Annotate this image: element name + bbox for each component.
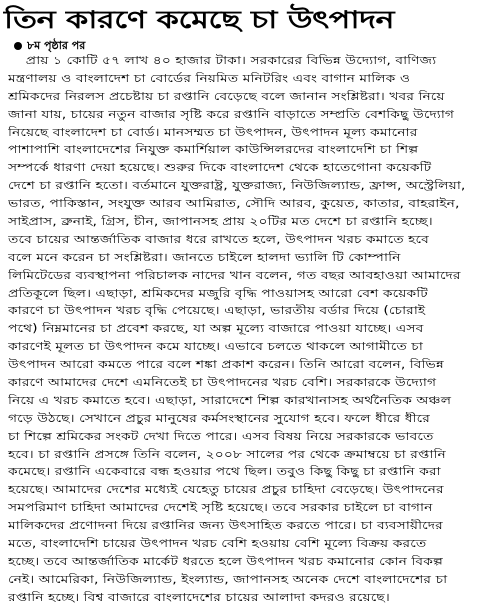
article-line: রপ্তানি হচ্ছে। বিশ্ব বাজারে বাংলাদেশের চায়ের আলাদা কদরও রয়েছে। bbox=[8, 590, 390, 604]
article-line: সাইপ্রাস, ব্রুনাই, গ্রিস, চীন, জাপানসহ প্রায় ২০টির মত দেশে চা রপ্তানি হচ্ছে। bbox=[8, 215, 433, 229]
article-line: সম্পর্কে ধারণা দেয়া হয়েছে। শুরুর দিকে বাংলাদেশ থেকে হাতেগোনা কয়েকটি bbox=[8, 161, 432, 175]
article-line: প্রতিকূলে ছিল। এছাড়া, শ্রমিকদের মজুরি বৃদ্ধি পাওয়াসহ আরো বেশ কয়েকটি bbox=[8, 286, 428, 300]
article-line: লিমিটেডের ব্যবস্থাপনা পরিচালক নাদের খান বলেন, গত বছর আবহাওয়া আমাদের bbox=[8, 268, 461, 282]
article-line: জানা যায়, চায়ের নতুন বাজার সৃষ্টি করে রপ্তানি বাড়াতে সম্প্রতি বেশকিছু উদ্যোগ bbox=[8, 107, 455, 121]
article-line: গড়ে উঠছে। সেখানে প্রচুর মানুষের কর্মসংস্থানের সুযোগ হবে। ফলে ধীরে ধীরে bbox=[8, 411, 430, 425]
article-line: নিয়েছে বাংলাদেশ চা বোর্ড। মানসম্মত চা উৎপাদন, উৎপাদন মূল্য কমানোর bbox=[8, 125, 418, 139]
article-line: নেই। আমেরিকা, নিউজিল্যান্ড, ইংল্যান্ড, জাপানসহ অনেক দেশে বাংলাদেশের চা bbox=[8, 572, 448, 586]
article-line: উৎপাদন আরো কমতে পারে বলে শঙ্কা প্রকাশ করেন। তিনি আরো বলেন, বিভিন্ন bbox=[8, 358, 444, 372]
article-line: প্রায় ১ কোটি ৫৭ লাখ ৪০ হাজার টাকা। সরকারের বিভিন্ন উদ্যোগ, বাণিজ্য bbox=[8, 54, 437, 67]
article-line: কমেছে। রপ্তানি একেবারে বন্ধ হওয়ার পথে ছিল। তবুও কিছু কিছু চা রপ্তানি করা bbox=[8, 465, 441, 479]
article-line: কারণে চা উৎপাদন খরচ বৃদ্ধি পেয়েছে। এছাড়া, ভারতীয় বর্ডার দিয়ে (চোরাই bbox=[8, 304, 426, 318]
bullet-icon bbox=[14, 42, 22, 50]
article-line: কারণে আমাদের দেশে এমনিতেই চা উৎপাদনের খরচ বেশি। সরকারকে উদ্যোগ bbox=[8, 376, 437, 390]
article-line: বলে মনে করেন চা সংশ্লিষ্টরা। জানতে চাইলে হালদা ভ্যালি টি কোম্পানি bbox=[8, 250, 401, 264]
article-body bbox=[8, 52, 476, 607]
continuation-label: ৮ম পৃষ্ঠার পর bbox=[27, 39, 86, 52]
article-line: তবে চায়ের আন্তর্জাতিক বাজার ধরে রাখতে হলে, উৎপাদন খরচ কমাতে হবে bbox=[8, 232, 429, 246]
article-line: ভারত, পাকিস্তান, সংযুক্ত আরব আমিরাত, সৌদি আরব, কুয়েত, কাতার, বাহরাইন, bbox=[8, 197, 460, 211]
article-line: মন্ত্রণালয় ও বাংলাদেশ চা বোর্ডের নিয়মিত মনিটরিং এবং বাগান মালিক ও bbox=[8, 71, 411, 85]
article-line: হচ্ছে। তবে আন্তর্জাতিক মার্কেট ধরতে হলে উৎপাদন খরচ কমানোর কোন বিকল্প bbox=[8, 554, 443, 568]
article-line: কারণেই মূলত চা উৎপাদন কমে যাচ্ছে। এভাবে চলতে থাকলে আগামীতে চা bbox=[8, 340, 423, 354]
article-line: পাশাপাশি বাংলাদেশের নিযুক্ত কমার্শিয়াল কাউন্সিলরদের বাংলাদেশি চা শিল্প bbox=[8, 143, 419, 157]
article-line: হবে। চা রপ্তানি প্রসঙ্গে তিনি বলেন, ২০০৮ সালের পর থেকে ক্রমাম্বয়ে চা রপ্তানি bbox=[8, 447, 446, 461]
article-line: শ্রমিকদের নিরলস প্রচেষ্টায় চা রপ্তানি বেড়েছে বলে জানান সংশ্লিষ্টরা। খবর নিয়ে bbox=[8, 89, 445, 103]
article-line: মালিকদের প্রণোদনা দিয়ে রপ্তানির জন্য উৎসাহিত করতে পারে। চা ব্যবসায়ীদের bbox=[8, 519, 443, 533]
continuation-marker bbox=[14, 38, 85, 53]
article-line: সমপরিমাণ চাহিদা আমাদের দেশেই সৃষ্টি হয়েছে। তবে সরকার চাইলে চা বাগান bbox=[8, 501, 433, 515]
headline: তিন কারণে কমেছে চা উৎপাদন bbox=[4, 5, 395, 34]
article-line: পথে) নিম্নমানের চা প্রবেশ করছে, যা অল্প মূল্যে বাজারে পাওয়া যাচ্ছে। এসব bbox=[8, 322, 424, 336]
article-line: হয়েছে। আমাদের দেশের মধ্যেই যেহেতু চায়ের প্রচুর চাহিদা বেড়েছে। উৎপাদনের bbox=[8, 483, 444, 497]
article-line: চা শিল্পে শ্রমিকের সংকট দেখা দিতে পারে। এসব বিষয় নিয়ে সরকারকে ভাবতে bbox=[8, 429, 434, 443]
article-line: দেশে চা রপ্তানি হতো। বর্তমানে যুক্তরাষ্ট্র, যুক্তরাজ্য, নিউজিল্যান্ড, ফ্রান্স, অস্ট্রেলিয়া, bbox=[8, 179, 466, 193]
article-line: নিয়ে এ খরচ কমাতে হবে। এছাড়া, সারাদেশে শিল্প কারখানাসহ অর্থনৈতিক অঞ্চল bbox=[8, 393, 452, 407]
article-line: মতে, বাংলাদেশি চায়ের উৎপাদন খরচ বেশি হওয়ায় বেশি মূল্যে বিক্রয় করতে bbox=[8, 537, 427, 551]
